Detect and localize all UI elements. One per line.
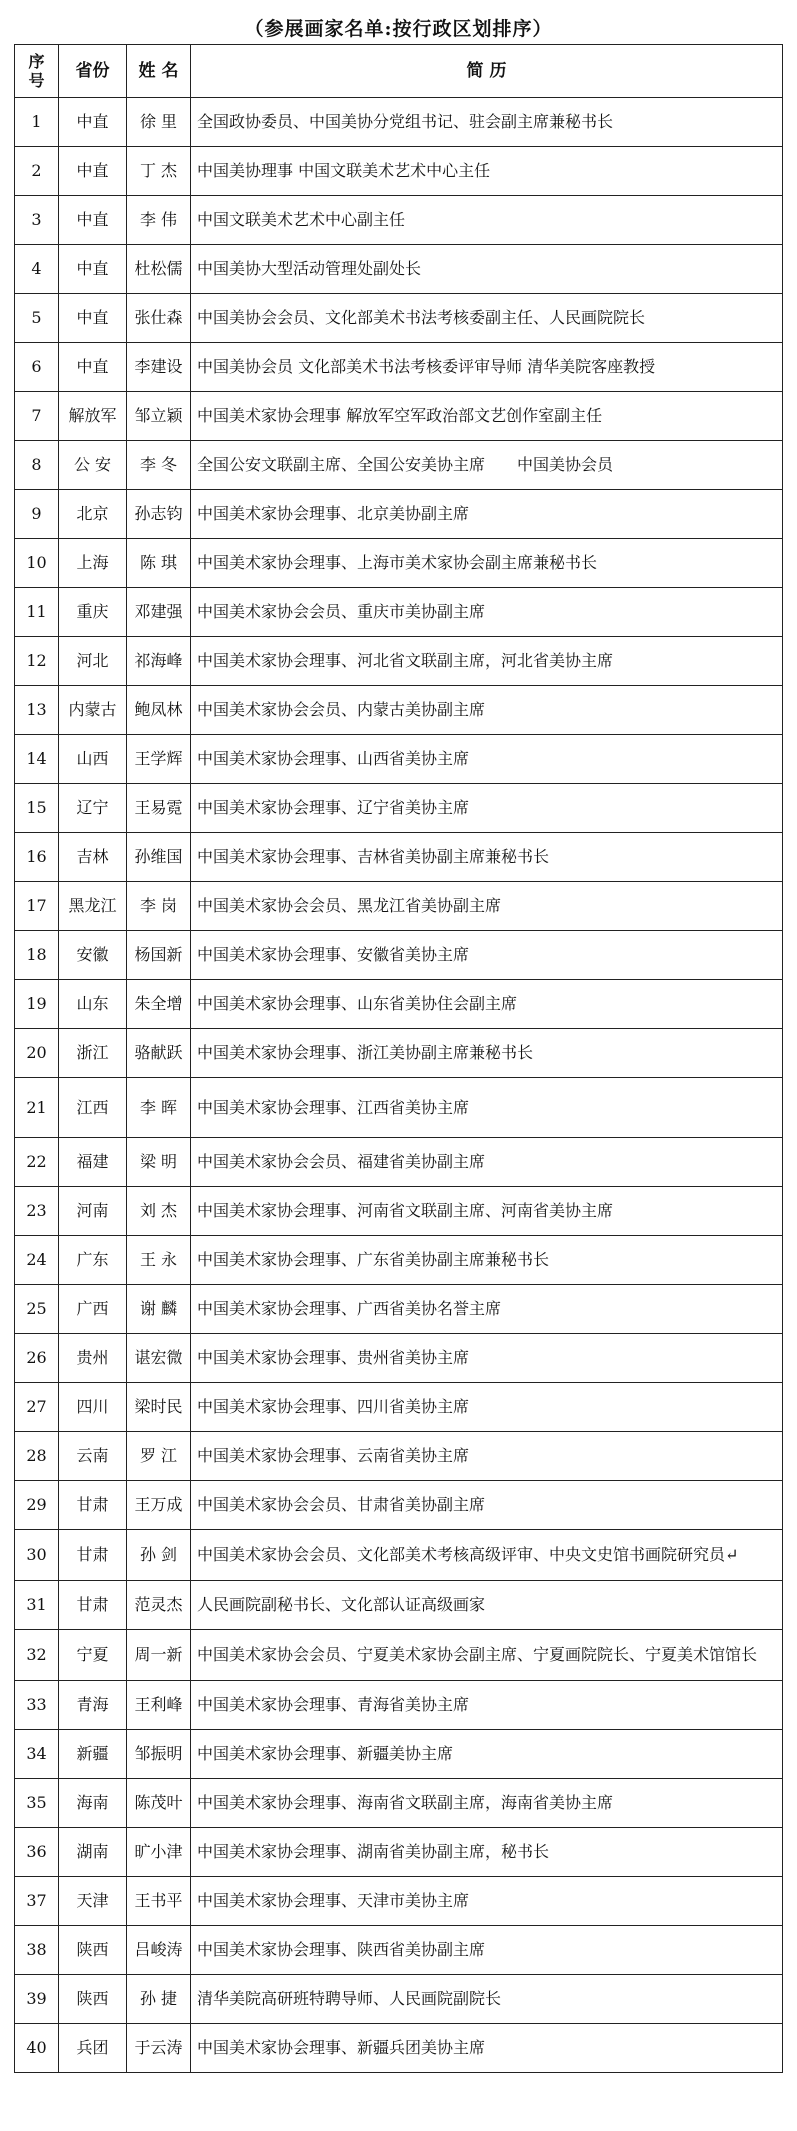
biography-cell: 中国美协会员 文化部美术书法考核委评审导师 清华美院客座教授: [191, 343, 783, 392]
row-number-cell: 5: [15, 294, 59, 343]
artist-name-cell: 吕峻涛: [127, 1926, 191, 1975]
table-row: [15, 1630, 783, 1681]
artist-name-cell: 范灵杰: [127, 1581, 191, 1630]
artist-name-cell: 王学辉: [127, 735, 191, 784]
biography-cell: 全国政协委员、中国美协分党组书记、驻会副主席兼秘书长: [191, 98, 783, 147]
biography-cell: 中国美术家协会理事、吉林省美协副主席兼秘书长: [191, 833, 783, 882]
row-number-cell: 17: [15, 882, 59, 931]
row-number-cell: 16: [15, 833, 59, 882]
header-number-top: 序: [28, 52, 45, 71]
row-number-cell: 25: [15, 1285, 59, 1334]
table-row: [15, 196, 783, 245]
artist-name-cell: 杨国新: [127, 931, 191, 980]
row-number-cell: 23: [15, 1187, 59, 1236]
biography-cell: 中国美术家协会理事、云南省美协主席: [191, 1432, 783, 1481]
table-row: [15, 1877, 783, 1926]
artist-name-cell: 李 冬: [127, 441, 191, 490]
header-bio: 简 历: [191, 45, 783, 98]
biography-cell: 中国美协会会员、文化部美术书法考核委副主任、人民画院院长: [191, 294, 783, 343]
table-row: [15, 1334, 783, 1383]
province-cell: 中直: [59, 245, 127, 294]
artist-name-cell: 杜松儒: [127, 245, 191, 294]
province-cell: 海南: [59, 1779, 127, 1828]
biography-cell: 中国美术家协会理事、河南省文联副主席、河南省美协主席: [191, 1187, 783, 1236]
province-cell: 广西: [59, 1285, 127, 1334]
row-number-cell: 35: [15, 1779, 59, 1828]
table-row: [15, 637, 783, 686]
biography-cell: 中国美术家协会理事、安徽省美协主席: [191, 931, 783, 980]
province-cell: 天津: [59, 1877, 127, 1926]
table-row: [15, 1481, 783, 1530]
row-number-cell: 29: [15, 1481, 59, 1530]
biography-cell: 中国美术家协会会员、重庆市美协副主席: [191, 588, 783, 637]
artist-name-cell: 李 岗: [127, 882, 191, 931]
province-cell: 重庆: [59, 588, 127, 637]
table-row: [15, 98, 783, 147]
row-number-cell: 21: [15, 1078, 59, 1138]
artist-name-cell: 李建设: [127, 343, 191, 392]
row-number-cell: 37: [15, 1877, 59, 1926]
biography-cell: 中国美术家协会理事、新疆美协主席: [191, 1730, 783, 1779]
row-number-cell: 3: [15, 196, 59, 245]
province-cell: 湖南: [59, 1828, 127, 1877]
province-cell: 宁夏: [59, 1630, 127, 1681]
row-number-cell: 27: [15, 1383, 59, 1432]
table-row: [15, 441, 783, 490]
table-row: [15, 735, 783, 784]
province-cell: 中直: [59, 343, 127, 392]
header-number-bottom: 号: [28, 71, 45, 90]
province-cell: 黑龙江: [59, 882, 127, 931]
artist-name-cell: 李 伟: [127, 196, 191, 245]
row-number-cell: 18: [15, 931, 59, 980]
header-name: 姓 名: [127, 45, 191, 98]
province-cell: 兵团: [59, 2024, 127, 2073]
biography-cell: 中国美术家协会会员、福建省美协副主席: [191, 1138, 783, 1187]
biography-cell: 中国美术家协会理事、浙江美协副主席兼秘书长: [191, 1029, 783, 1078]
biography-cell: 中国美术家协会会员、宁夏美术家协会副主席、宁夏画院院长、宁夏美术馆馆长: [191, 1630, 783, 1681]
artist-name-cell: 邹振明: [127, 1730, 191, 1779]
province-cell: 公 安: [59, 441, 127, 490]
row-number-cell: 36: [15, 1828, 59, 1877]
table-row: [15, 588, 783, 637]
artist-name-cell: 孙 捷: [127, 1975, 191, 2024]
biography-cell: 中国美术家协会理事、广东省美协副主席兼秘书长: [191, 1236, 783, 1285]
biography-cell: 中国美术家协会理事、天津市美协主席: [191, 1877, 783, 1926]
biography-cell: 中国美术家协会理事、新疆兵团美协主席: [191, 2024, 783, 2073]
artist-name-cell: 徐 里: [127, 98, 191, 147]
biography-cell: 中国美术家协会理事、上海市美术家协会副主席兼秘书长: [191, 539, 783, 588]
biography-cell: 中国美协理事 中国文联美术艺术中心主任: [191, 147, 783, 196]
document-title: （参展画家名单:按行政区划排序）: [244, 18, 553, 40]
province-cell: 甘肃: [59, 1481, 127, 1530]
row-number-cell: 34: [15, 1730, 59, 1779]
artist-name-cell: 刘 杰: [127, 1187, 191, 1236]
province-cell: 四川: [59, 1383, 127, 1432]
artist-name-cell: 陈 琪: [127, 539, 191, 588]
artist-name-cell: 祁海峰: [127, 637, 191, 686]
biography-cell: 清华美院高研班特聘导师、人民画院副院长: [191, 1975, 783, 2024]
row-number-cell: 26: [15, 1334, 59, 1383]
artist-name-cell: 骆献跃: [127, 1029, 191, 1078]
row-number-cell: 30: [15, 1530, 59, 1581]
artist-name-cell: 朱全增: [127, 980, 191, 1029]
province-cell: 江西: [59, 1078, 127, 1138]
province-cell: 中直: [59, 98, 127, 147]
table-row: [15, 1029, 783, 1078]
province-cell: 山东: [59, 980, 127, 1029]
biography-cell: 中国美术家协会理事、陕西省美协副主席: [191, 1926, 783, 1975]
province-cell: 河北: [59, 637, 127, 686]
province-cell: 中直: [59, 196, 127, 245]
row-number-cell: 24: [15, 1236, 59, 1285]
biography-cell: 中国美术家协会理事、北京美协副主席: [191, 490, 783, 539]
biography-cell: 中国文联美术艺术中心副主任: [191, 196, 783, 245]
table-row: [15, 1078, 783, 1138]
province-cell: 中直: [59, 147, 127, 196]
artist-name-cell: 陈茂叶: [127, 1779, 191, 1828]
artist-name-cell: 孙志钧: [127, 490, 191, 539]
table-row: [15, 1828, 783, 1877]
row-number-cell: 8: [15, 441, 59, 490]
province-cell: 解放军: [59, 392, 127, 441]
artist-name-cell: 孙维国: [127, 833, 191, 882]
province-cell: 河南: [59, 1187, 127, 1236]
row-number-cell: 13: [15, 686, 59, 735]
biography-cell: 中国美术家协会理事、江西省美协主席: [191, 1078, 783, 1138]
province-cell: 陕西: [59, 1975, 127, 2024]
biography-cell: 中国美术家协会理事、海南省文联副主席，海南省美协主席: [191, 1779, 783, 1828]
table-row: [15, 147, 783, 196]
table-row: [15, 1187, 783, 1236]
province-cell: 云南: [59, 1432, 127, 1481]
row-number-cell: 32: [15, 1630, 59, 1681]
row-number-cell: 9: [15, 490, 59, 539]
biography-cell: 中国美术家协会理事、河北省文联副主席，河北省美协主席: [191, 637, 783, 686]
province-cell: 上海: [59, 539, 127, 588]
province-cell: 山西: [59, 735, 127, 784]
artist-name-cell: 王利峰: [127, 1681, 191, 1730]
table-row: [15, 784, 783, 833]
table-row: [15, 539, 783, 588]
table-row: [15, 1975, 783, 2024]
table-row: [15, 294, 783, 343]
province-cell: 安徽: [59, 931, 127, 980]
row-number-cell: 7: [15, 392, 59, 441]
row-number-cell: 28: [15, 1432, 59, 1481]
province-cell: 陕西: [59, 1926, 127, 1975]
artist-name-cell: 梁时民: [127, 1383, 191, 1432]
row-number-cell: 11: [15, 588, 59, 637]
artist-name-cell: 谌宏微: [127, 1334, 191, 1383]
table-row: [15, 1926, 783, 1975]
table-row: [15, 1779, 783, 1828]
artist-name-cell: 于云涛: [127, 2024, 191, 2073]
table-row: [15, 1681, 783, 1730]
table-row: [15, 980, 783, 1029]
row-number-cell: 22: [15, 1138, 59, 1187]
row-number-cell: 39: [15, 1975, 59, 2024]
province-cell: 中直: [59, 294, 127, 343]
table-row: [15, 686, 783, 735]
artist-roster-table: [14, 44, 783, 2073]
biography-cell: 中国美术家协会理事、四川省美协主席: [191, 1383, 783, 1432]
row-number-cell: 10: [15, 539, 59, 588]
artist-name-cell: 王易霓: [127, 784, 191, 833]
row-number-cell: 6: [15, 343, 59, 392]
table-row: [15, 2024, 783, 2073]
artist-name-cell: 谢 麟: [127, 1285, 191, 1334]
biography-cell: 中国美术家协会会员、文化部美术考核高级评审、中央文史馆书画院研究员↵: [191, 1530, 783, 1581]
table-header-row: [15, 45, 783, 98]
header-number: [15, 45, 59, 98]
biography-cell: 中国美术家协会会员、甘肃省美协副主席: [191, 1481, 783, 1530]
artist-name-cell: 旷小津: [127, 1828, 191, 1877]
artist-name-cell: 王书平: [127, 1877, 191, 1926]
biography-cell: 中国美术家协会会员、内蒙古美协副主席: [191, 686, 783, 735]
artist-name-cell: 邓建强: [127, 588, 191, 637]
row-number-cell: 20: [15, 1029, 59, 1078]
artist-name-cell: 李 晖: [127, 1078, 191, 1138]
province-cell: 贵州: [59, 1334, 127, 1383]
biography-cell: 中国美术家协会理事、贵州省美协主席: [191, 1334, 783, 1383]
row-number-cell: 2: [15, 147, 59, 196]
table-row: [15, 833, 783, 882]
artist-name-cell: 鲍凤林: [127, 686, 191, 735]
artist-name-cell: 王 永: [127, 1236, 191, 1285]
biography-cell: 全国公安文联副主席、全国公安美协主席 中国美协会员: [191, 441, 783, 490]
row-number-cell: 19: [15, 980, 59, 1029]
biography-cell: 中国美术家协会理事、湖南省美协副主席，秘书长: [191, 1828, 783, 1877]
table-row: [15, 1236, 783, 1285]
biography-cell: 中国美术家协会理事、山西省美协主席: [191, 735, 783, 784]
biography-cell: 人民画院副秘书长、文化部认证高级画家: [191, 1581, 783, 1630]
artist-name-cell: 梁 明: [127, 1138, 191, 1187]
table-row: [15, 882, 783, 931]
artist-name-cell: 周一新: [127, 1630, 191, 1681]
row-number-cell: 33: [15, 1681, 59, 1730]
province-cell: 甘肃: [59, 1530, 127, 1581]
table-row: [15, 490, 783, 539]
table-row: [15, 343, 783, 392]
province-cell: 浙江: [59, 1029, 127, 1078]
row-number-cell: 1: [15, 98, 59, 147]
table-body: [15, 98, 783, 2073]
biography-cell: 中国美术家协会理事、山东省美协住会副主席: [191, 980, 783, 1029]
row-number-cell: 12: [15, 637, 59, 686]
table-row: [15, 392, 783, 441]
biography-cell: 中国美术家协会理事 解放军空军政治部文艺创作室副主任: [191, 392, 783, 441]
table-row: [15, 1285, 783, 1334]
artist-name-cell: 丁 杰: [127, 147, 191, 196]
artist-name-cell: 孙 剑: [127, 1530, 191, 1581]
province-cell: 青海: [59, 1681, 127, 1730]
biography-cell: 中国美术家协会理事、广西省美协名誉主席: [191, 1285, 783, 1334]
biography-cell: 中国美协大型活动管理处副处长: [191, 245, 783, 294]
province-cell: 北京: [59, 490, 127, 539]
row-number-cell: 38: [15, 1926, 59, 1975]
table-row: [15, 1432, 783, 1481]
province-cell: 辽宁: [59, 784, 127, 833]
row-number-cell: 14: [15, 735, 59, 784]
header-province: 省份: [59, 45, 127, 98]
province-cell: 福建: [59, 1138, 127, 1187]
province-cell: 广东: [59, 1236, 127, 1285]
table-row: [15, 245, 783, 294]
province-cell: 内蒙古: [59, 686, 127, 735]
artist-name-cell: 邹立颖: [127, 392, 191, 441]
biography-cell: 中国美术家协会理事、辽宁省美协主席: [191, 784, 783, 833]
row-number-cell: 4: [15, 245, 59, 294]
artist-name-cell: 王万成: [127, 1481, 191, 1530]
table-row: [15, 1581, 783, 1630]
table-row: [15, 1530, 783, 1581]
row-number-cell: 31: [15, 1581, 59, 1630]
table-row: [15, 1383, 783, 1432]
table-row: [15, 1730, 783, 1779]
province-cell: 甘肃: [59, 1581, 127, 1630]
artist-name-cell: 罗 江: [127, 1432, 191, 1481]
biography-cell: 中国美术家协会会员、黑龙江省美协副主席: [191, 882, 783, 931]
province-cell: 吉林: [59, 833, 127, 882]
artist-name-cell: 张仕森: [127, 294, 191, 343]
row-number-cell: 40: [15, 2024, 59, 2073]
row-number-cell: 15: [15, 784, 59, 833]
table-row: [15, 931, 783, 980]
table-row: [15, 1138, 783, 1187]
province-cell: 新疆: [59, 1730, 127, 1779]
biography-cell: 中国美术家协会理事、青海省美协主席: [191, 1681, 783, 1730]
